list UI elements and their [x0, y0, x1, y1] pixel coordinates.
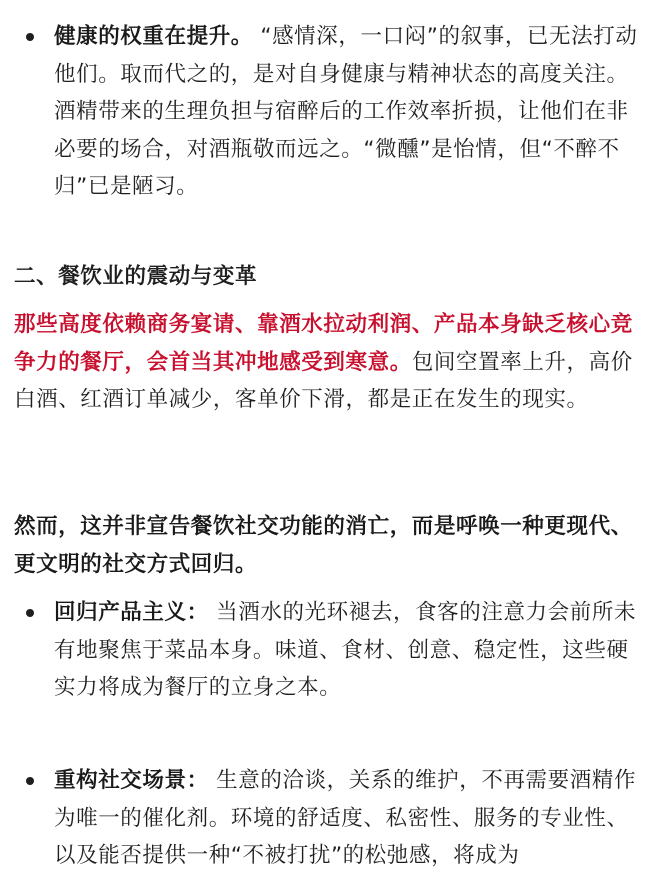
- bullet-text: [54, 594, 650, 707]
- bullet-title: 重构社交场景：: [54, 768, 209, 793]
- bullet-title: 回归产品主义：: [54, 600, 209, 625]
- bullet-dot: [26, 33, 34, 41]
- section-paragraph: [14, 306, 644, 419]
- highlight-text: 那些高度依赖商务宴请、靠酒水拉动利润、产品本身缺乏核心竞争力的餐厅，会首当其冲地感受到寒意。: [14, 312, 633, 375]
- bullet-body: “感情深，一口闷”的叙事，已无法打动他们。取而代之的，是对自身健康与精神状态的高度关注。酒精带来的生理负担与宿醉后的工作效率折损，让他们在非必要的场合，对酒瓶敬而远之。“微醺”是怡情，但“不醉不归”已是陋习。: [54, 24, 638, 199]
- bullet-dot: [26, 777, 34, 785]
- transition-paragraph: 然而，这并非宣告餐饮社交功能的消亡，而是呼唤一种更现代、更文明的社交方式回归。: [14, 514, 633, 577]
- bullet-body: 当酒水的光环褪去，食客的注意力会前所未有地聚焦于菜品本身。味道、食材、创意、稳定性，这些硬实力将成为餐厅的立身之本。: [54, 600, 637, 700]
- bullet-text: [54, 18, 650, 206]
- bullet-text: [54, 762, 650, 875]
- bullet-body: 生意的洽谈，关系的维护，不再需要酒精作为唯一的催化剂。环境的舒适度、私密性、服务的专业性、以及能否提供一种“不被打扰”的松弛感，将成为: [54, 768, 637, 868]
- bullet-title: 健康的权重在提升。: [54, 24, 253, 49]
- bullet-dot: [26, 609, 34, 617]
- paragraph-body: 包间空置率上升，高价白酒、红酒订单减少，客单价下滑，都是正在发生的现实。: [14, 349, 633, 412]
- section-heading: 二、餐饮业的震动与变革: [14, 264, 258, 289]
